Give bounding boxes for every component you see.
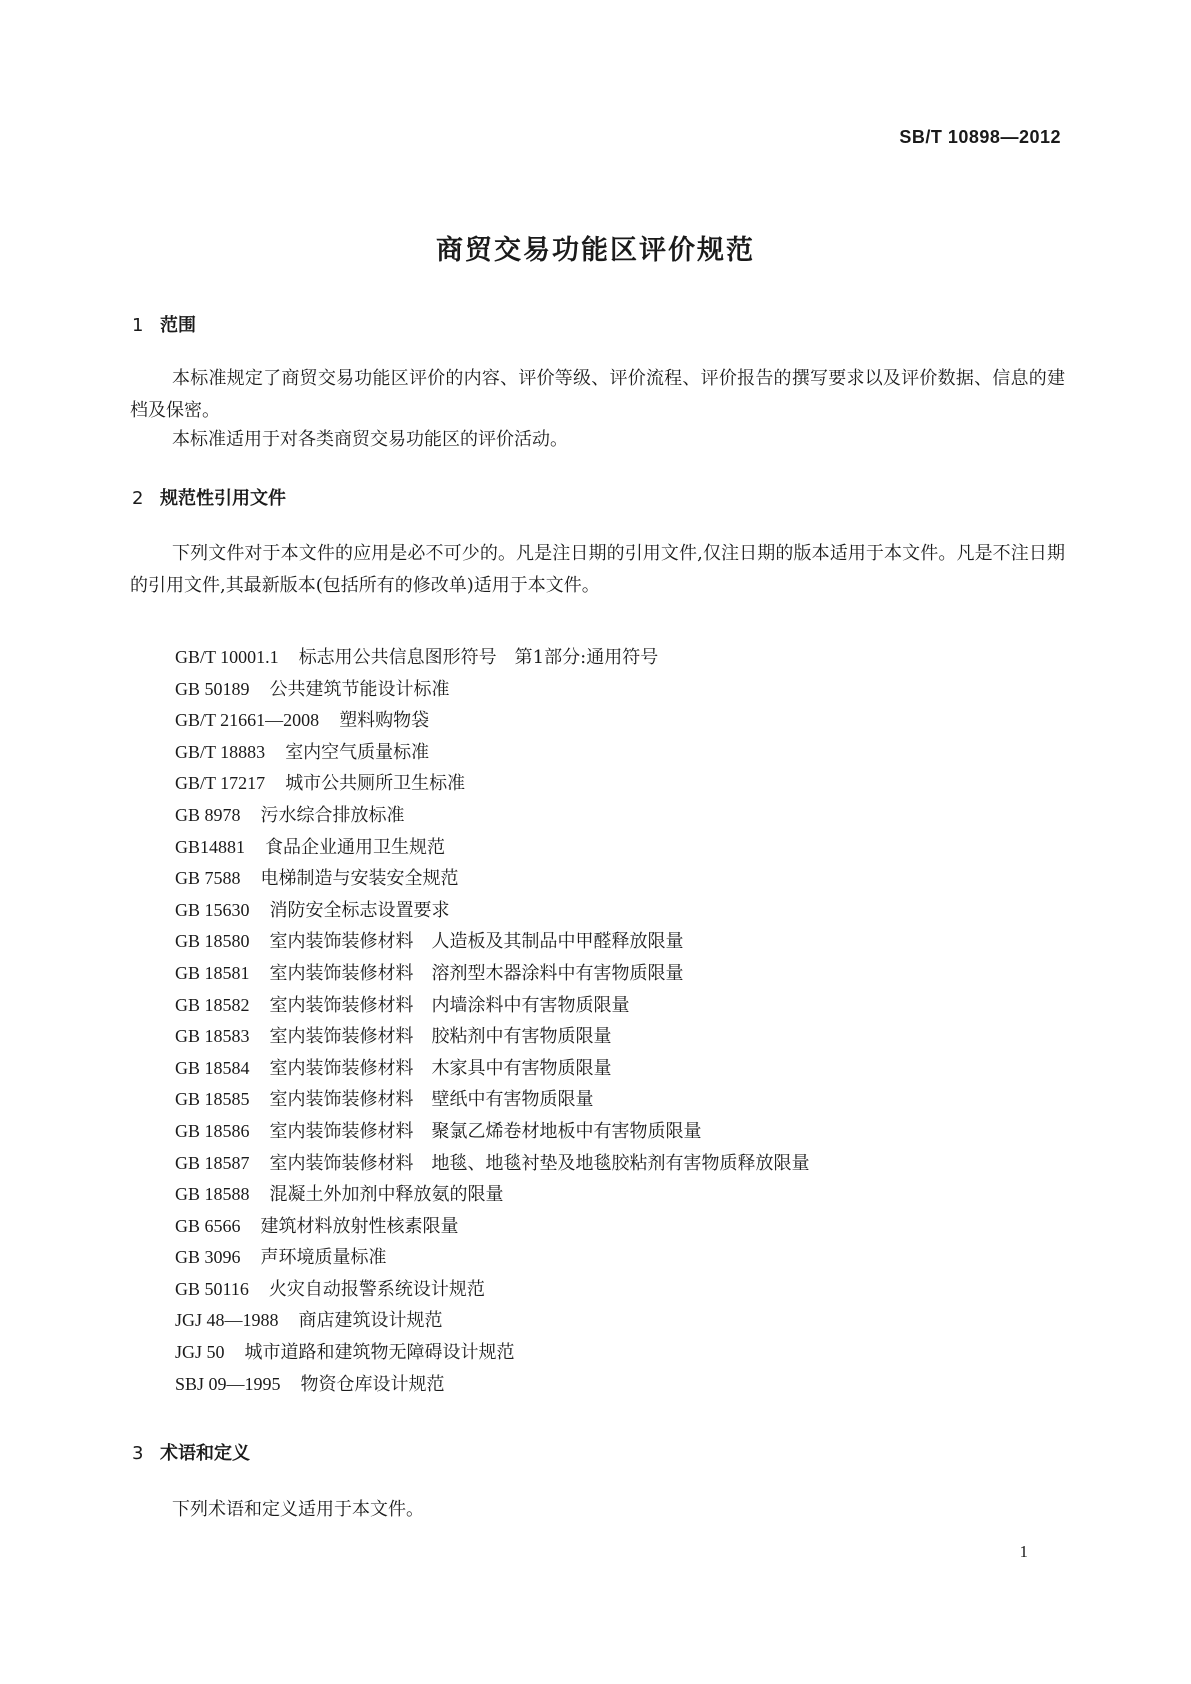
reference-item [175, 1242, 810, 1274]
reference-code: GB/T 10001.1 [175, 647, 279, 667]
reference-code: GB 18581 [175, 962, 250, 983]
reference-code: GB/T 18883 [175, 741, 266, 762]
reference-item [175, 705, 810, 737]
reference-item [175, 1084, 810, 1116]
paragraph: 本标准适用于对各类商贸交易功能区的评价活动。 [172, 429, 568, 450]
reference-title: 电梯制造与安装安全规范 [260, 868, 459, 890]
reference-item [175, 990, 810, 1022]
reference-title: 室内装饰装修材料 木家具中有害物质限量 [269, 1057, 612, 1079]
reference-title: 城市公共厕所卫生标准 [285, 773, 466, 795]
reference-title: 室内装饰装修材料 内墙涂料中有害物质限量 [269, 994, 630, 1016]
reference-title: 污水综合排放标准 [260, 804, 405, 826]
reference-code: GB 18583 [175, 1026, 250, 1047]
section-title: 术语和定义 [160, 1443, 250, 1464]
section-heading-scope [132, 311, 196, 337]
reference-code: GB 18585 [175, 1089, 250, 1110]
reference-item [175, 1021, 810, 1053]
reference-item [175, 1053, 810, 1085]
section-title: 范围 [160, 315, 196, 336]
reference-code: GB 50116 [175, 1278, 249, 1299]
reference-code: GB 18584 [175, 1057, 250, 1078]
reference-code: JGJ 48—1988 [175, 1310, 279, 1331]
reference-code: GB/T 21661—2008 [175, 710, 320, 731]
reference-item [175, 1116, 810, 1148]
section-title: 规范性引用文件 [160, 488, 286, 509]
reference-code: GB 3096 [175, 1247, 241, 1268]
reference-title: 室内装饰装修材料 地毯、地毯衬垫及地毯胶粘剂有害物质释放限量 [269, 1152, 810, 1174]
reference-list [175, 642, 810, 1400]
reference-item [175, 1148, 810, 1180]
page-number: 1 [1019, 1542, 1028, 1561]
page-title: 商贸交易功能区评价规范 [436, 235, 755, 266]
reference-title: 室内装饰装修材料 溶剂型木器涂料中有害物质限量 [269, 962, 684, 984]
reference-item [175, 832, 810, 864]
reference-code: GB 8978 [175, 804, 241, 825]
reference-title: 城市道路和建筑物无障碍设计规范 [244, 1342, 515, 1364]
reference-code: GB 18587 [175, 1152, 250, 1173]
reference-title: 标志用公共信息图形符号 第1部分:通用符号 [298, 647, 659, 668]
reference-title: 商店建筑设计规范 [298, 1310, 443, 1332]
reference-title: 消防安全标志设置要求 [269, 899, 450, 921]
reference-code: GB/T 17217 [175, 773, 266, 794]
reference-code: GB 18586 [175, 1120, 250, 1141]
reference-title: 火灾自动报警系统设计规范 [268, 1278, 485, 1300]
reference-title: 室内装饰装修材料 胶粘剂中有害物质限量 [269, 1026, 612, 1048]
reference-item [175, 737, 810, 769]
reference-item [175, 1369, 810, 1401]
standard-code: SB/T 10898—2012 [899, 127, 1061, 147]
reference-code: GB 7588 [175, 868, 241, 889]
reference-item [175, 674, 810, 706]
reference-code: GB 18580 [175, 931, 250, 952]
paragraph: 下列术语和定义适用于本文件。 [172, 1499, 424, 1520]
reference-item [175, 895, 810, 927]
reference-item [175, 863, 810, 895]
reference-item [175, 1337, 810, 1369]
reference-title: 塑料购物袋 [339, 710, 430, 732]
reference-title: 室内装饰装修材料 人造板及其制品中甲醛释放限量 [269, 931, 684, 953]
reference-title: 室内装饰装修材料 聚氯乙烯卷材地板中有害物质限量 [269, 1120, 702, 1142]
reference-code: SBJ 09—1995 [175, 1373, 281, 1394]
reference-item [175, 1274, 810, 1306]
reference-item [175, 1179, 810, 1211]
section-number: 2 [132, 488, 144, 509]
reference-code: GB 6566 [175, 1215, 241, 1236]
section-heading-terms-definitions [132, 1439, 250, 1465]
reference-title: 室内装饰装修材料 壁纸中有害物质限量 [269, 1089, 594, 1111]
reference-title: 声环境质量标准 [260, 1247, 387, 1269]
reference-item [175, 958, 810, 990]
paragraph: 本标准规定了商贸交易功能区评价的内容、评价等级、评价流程、评价报告的撰写要求以及评价数据、信息的建档及保密。 [130, 368, 1065, 421]
reference-title: 物资仓库设计规范 [300, 1373, 445, 1395]
reference-item [175, 1211, 810, 1243]
reference-item [175, 642, 810, 674]
reference-title: 公共建筑节能设计标准 [269, 678, 450, 700]
reference-code: GB14881 [175, 836, 246, 857]
reference-code: GB 15630 [175, 899, 250, 920]
section-number: 3 [132, 1443, 144, 1464]
reference-code: JGJ 50 [175, 1342, 225, 1363]
section-heading-normative-references [132, 484, 286, 510]
reference-title: 食品企业通用卫生规范 [265, 836, 446, 858]
reference-code: GB 18588 [175, 1184, 250, 1205]
reference-code: GB 50189 [175, 678, 250, 699]
paragraph: 下列文件对于本文件的应用是必不可少的。凡是注日期的引用文件,仅注日期的版本适用于本文件。凡是不注日期的引用文件,其最新版本(包括所有的修改单)适用于本文件。 [130, 543, 1065, 596]
reference-item [175, 1305, 810, 1337]
reference-item [175, 926, 810, 958]
reference-code: GB 18582 [175, 994, 250, 1015]
reference-title: 室内空气质量标准 [285, 741, 430, 763]
reference-title: 混凝土外加剂中释放氨的限量 [269, 1184, 504, 1206]
reference-item [175, 800, 810, 832]
section-number: 1 [132, 315, 144, 336]
reference-title: 建筑材料放射性核素限量 [260, 1215, 459, 1237]
reference-item [175, 768, 810, 800]
